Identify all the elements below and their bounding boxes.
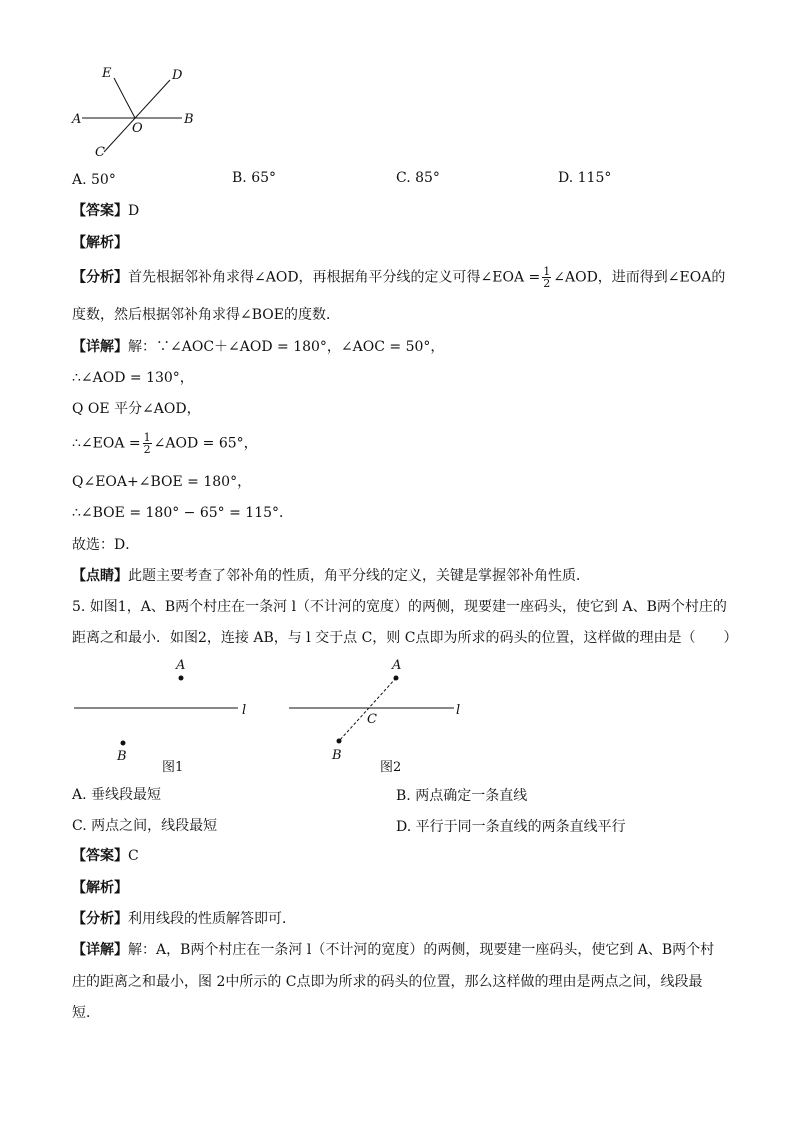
answer-value: C bbox=[128, 848, 139, 864]
fenxi-text-1: 首先根据邻补角求得∠AOD，再根据角平分线的定义可得∠EOA = bbox=[128, 269, 541, 286]
step-7: 故选：D． bbox=[72, 537, 140, 553]
answer-tag: 【答案】 bbox=[72, 848, 128, 864]
q5-stem-line1: 5. 如图1，A、B两个村庄在一条河 l（不计河的宽度）的两侧，现要建一座码头，使它到 A、B两个村庄的 bbox=[72, 599, 727, 615]
river-figure-2 bbox=[282, 652, 482, 777]
fraction-half: $\frac{1}{2}$ bbox=[543, 265, 551, 290]
fig2-label-A: A bbox=[392, 658, 402, 673]
fenxi-text-2: ∠AOD，进而得到∠EOA的 bbox=[553, 269, 726, 286]
fraction-half-2: $\frac{1}{2}$ bbox=[143, 431, 151, 456]
q4-option-d: D. 115° bbox=[558, 170, 612, 186]
q4-analysis-tag: 【解析】 bbox=[72, 235, 128, 251]
label-E: E bbox=[102, 66, 112, 81]
q5-stem-line2: 距离之和最小．如图2，连接 AB，与 l 交于点 C，则 C点即为所求的码头的位置，这样做的理由是（ ） bbox=[72, 630, 738, 646]
q5-xiangjie-line3: 短． bbox=[72, 1005, 100, 1021]
fenxi-tag: 【分析】 bbox=[72, 269, 128, 286]
q5-answer bbox=[72, 846, 139, 866]
q4-fenxi-line2: 度数，然后根据邻补角求得∠BOE的度数． bbox=[72, 307, 340, 323]
step-6: ∴∠BOE = 180° − 65° = 115°． bbox=[72, 505, 294, 521]
river-figure-1 bbox=[66, 652, 266, 777]
q4-option-b: B. 65° bbox=[232, 170, 277, 186]
point-B bbox=[121, 741, 126, 746]
fig2-label-B: B bbox=[332, 748, 342, 763]
q4-option-c: C. 85° bbox=[396, 170, 440, 186]
label-A: A bbox=[72, 112, 82, 127]
point-B bbox=[337, 739, 342, 744]
point-A bbox=[179, 676, 184, 681]
q5-analysis-tag: 【解析】 bbox=[72, 880, 128, 896]
fig1-label-B: B bbox=[117, 749, 127, 764]
step-5: Q∠EOA+∠BOE = 180°， bbox=[72, 474, 252, 490]
fig1-caption: 图1 bbox=[162, 760, 184, 775]
xiangjie-tag: 【详解】 bbox=[72, 942, 128, 958]
step-4: ∴∠EOA = $\frac{1}{2}$ ∠AOD = 65°， bbox=[72, 431, 258, 456]
q4-xiangjie-line1 bbox=[72, 337, 444, 357]
point-A bbox=[394, 676, 399, 681]
fig2-label-C: C bbox=[367, 712, 377, 727]
dianjing-tag: 【点睛】 bbox=[72, 568, 128, 584]
q4-dianjing: 【点睛】此题主要考查了邻补角的性质，角平分线的定义，关键是掌握邻补角性质． bbox=[72, 568, 590, 584]
step-3: Q OE 平分∠AOD， bbox=[72, 401, 201, 417]
q5-option-a: A. 垂线段最短 bbox=[72, 787, 162, 803]
label-O: O bbox=[132, 121, 143, 136]
fig1-label-l: l bbox=[242, 703, 247, 718]
step-1: 解：∵∠AOC＋∠AOD = 180°，∠AOC = 50°， bbox=[128, 339, 445, 355]
fig1-label-A: A bbox=[176, 658, 186, 673]
answer-value: D bbox=[128, 203, 140, 219]
q5-option-c: C. 两点之间，线段最短 bbox=[72, 818, 218, 834]
xiangjie-tag: 【详解】 bbox=[72, 339, 128, 355]
q5-fenxi: 【分析】利用线段的性质解答即可． bbox=[72, 911, 296, 927]
q4-option-a: A. 50° bbox=[72, 172, 116, 188]
q5-xiangjie-line2: 庄的距离之和最小，图 2中所示的 C点即为所求的码头的位置，那么这样做的理由是两点之间，线段最 bbox=[72, 974, 703, 990]
label-B: B bbox=[184, 112, 194, 127]
angle-figure bbox=[66, 62, 206, 162]
fig2-label-l: l bbox=[456, 703, 461, 718]
q5-option-b: B. 两点确定一条直线 bbox=[396, 788, 528, 804]
q5-xiangjie-line1: 【详解】解：A，B两个村庄在一条河 l（不计河的宽度）的两侧，现要建一座码头，使它到 A、B两个村 bbox=[72, 942, 715, 958]
q5-option-d: D. 平行于同一条直线的两条直线平行 bbox=[396, 819, 626, 835]
fig2-caption: 图2 bbox=[380, 760, 402, 775]
label-D: D bbox=[172, 68, 183, 83]
label-C: C bbox=[95, 145, 105, 160]
q4-answer bbox=[72, 201, 139, 221]
fenxi-tag: 【分析】 bbox=[72, 911, 128, 927]
q4-fenxi-line1 bbox=[72, 266, 725, 289]
answer-tag: 【答案】 bbox=[72, 203, 128, 219]
step-2: ∴∠AOD = 130°， bbox=[72, 370, 194, 386]
